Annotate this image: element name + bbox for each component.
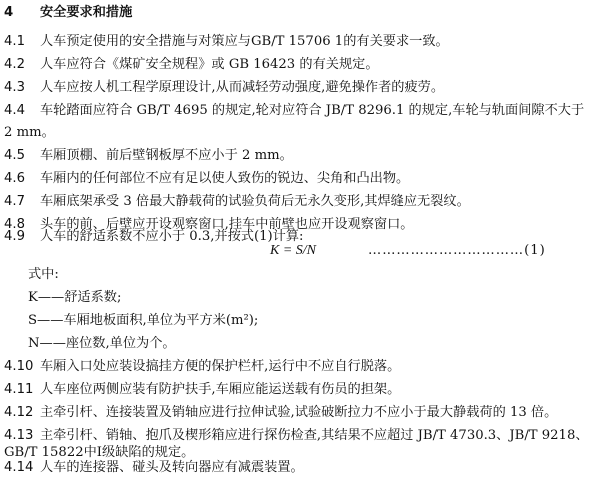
clause: [4, 102, 584, 120]
section-title: 安全要求和措施: [40, 5, 133, 20]
clause-text: 人车预定使用的安全措施与对策应与GB/T 15706 1的有关要求一致。: [40, 34, 449, 49]
clause-number: 4.5: [4, 148, 25, 163]
clause: [4, 147, 293, 165]
section-heading: [4, 4, 132, 22]
clause-number: 4.12: [4, 405, 34, 420]
clause-number: 4.6: [4, 171, 25, 186]
clause: [4, 404, 557, 422]
clause-continuation: [4, 124, 55, 142]
clause: [4, 170, 409, 188]
clause-text: GB/T 15822中Ⅰ级缺陷的规定。: [4, 445, 195, 460]
clause-text: 车厢内的任何部位不应有足以使人致伤的锐边、尖角和凸出物。: [40, 171, 410, 186]
clause-number: 4.2: [4, 57, 25, 72]
section-number: 4: [4, 5, 14, 20]
clause-text: 2 mm。: [4, 125, 55, 140]
clause: [4, 33, 449, 51]
clause-number: 4.8: [4, 217, 25, 232]
clause-text: 人车应符合《煤矿安全规程》或 GB 16423 的有关规定。: [40, 57, 379, 72]
equation-number: ……………………………(1): [368, 243, 546, 258]
clause-text: 车厢入口处应装设搞挂方便的保护栏杆,运行中不应自行脱落。: [40, 359, 401, 374]
clause: [4, 56, 379, 74]
where-label: 式中:: [28, 267, 59, 282]
clause-text: 人车应按人机工程学原理设计,从而减轻劳动强度,避免操作者的疲劳。: [40, 80, 445, 95]
clause: [4, 427, 589, 445]
clause-text: 主牵引杆、销轴、抱爪及楔形箱应进行探伤检查,其结果不应超过 JB/T 4730.3、JB/T 9218、: [40, 428, 589, 443]
formula: K = S/N: [270, 243, 317, 258]
clause-number: 4.4: [4, 103, 25, 118]
clause: [4, 459, 304, 477]
clause: [4, 79, 444, 97]
clause-number: 4.11: [4, 382, 34, 397]
where-item: K——舒适系数;: [28, 290, 122, 305]
clause-text: 人车座位两侧应装有防护扶手,车厢应能运送载有伤员的担架。: [40, 382, 401, 397]
clause-number: 4.9: [4, 229, 25, 244]
clause: [4, 358, 400, 376]
clause-number: 4.7: [4, 194, 25, 209]
clause-text: 主牵引杆、连接装置及销轴应进行拉伸试验,试验破断拉力不应小于最大静载荷的 13 倍。: [40, 405, 558, 420]
clause-text: 车厢顶棚、前后壁钢板厚不应小于 2 mm。: [40, 148, 293, 163]
clause-number: 4.1: [4, 34, 25, 49]
where-item: S——车厢地板面积,单位为平方米(m²);: [28, 313, 259, 328]
clause-number: 4.10: [4, 359, 34, 374]
clause: [4, 193, 470, 211]
clause-number: 4.3: [4, 80, 25, 95]
clause-number: 4.14: [4, 460, 34, 475]
clause-text: 人车的连接器、碰头及转向器应有减震装置。: [40, 460, 304, 475]
clause-text: 车厢底架承受 3 倍最大静载荷的试验负荷后无永久变形,其焊缝应无裂纹。: [40, 194, 470, 209]
clause: [4, 228, 303, 246]
clause-text: 人车的舒适系数不应小于 0.3,并按式(1)计算:: [40, 229, 304, 244]
clause-text: 头车的前、后壁应开设观察窗口,挂车中前壁也应开设观察窗口。: [40, 217, 414, 232]
clause-text: 车轮踏面应符合 GB/T 4695 的规定,轮对应符合 JB/T 8296.1 的规定,车轮与轨面间隙不大于: [40, 103, 585, 118]
clause: [4, 381, 400, 399]
where-item: N——座位数,单位为个。: [28, 336, 176, 351]
clause-number: 4.13: [4, 428, 34, 443]
